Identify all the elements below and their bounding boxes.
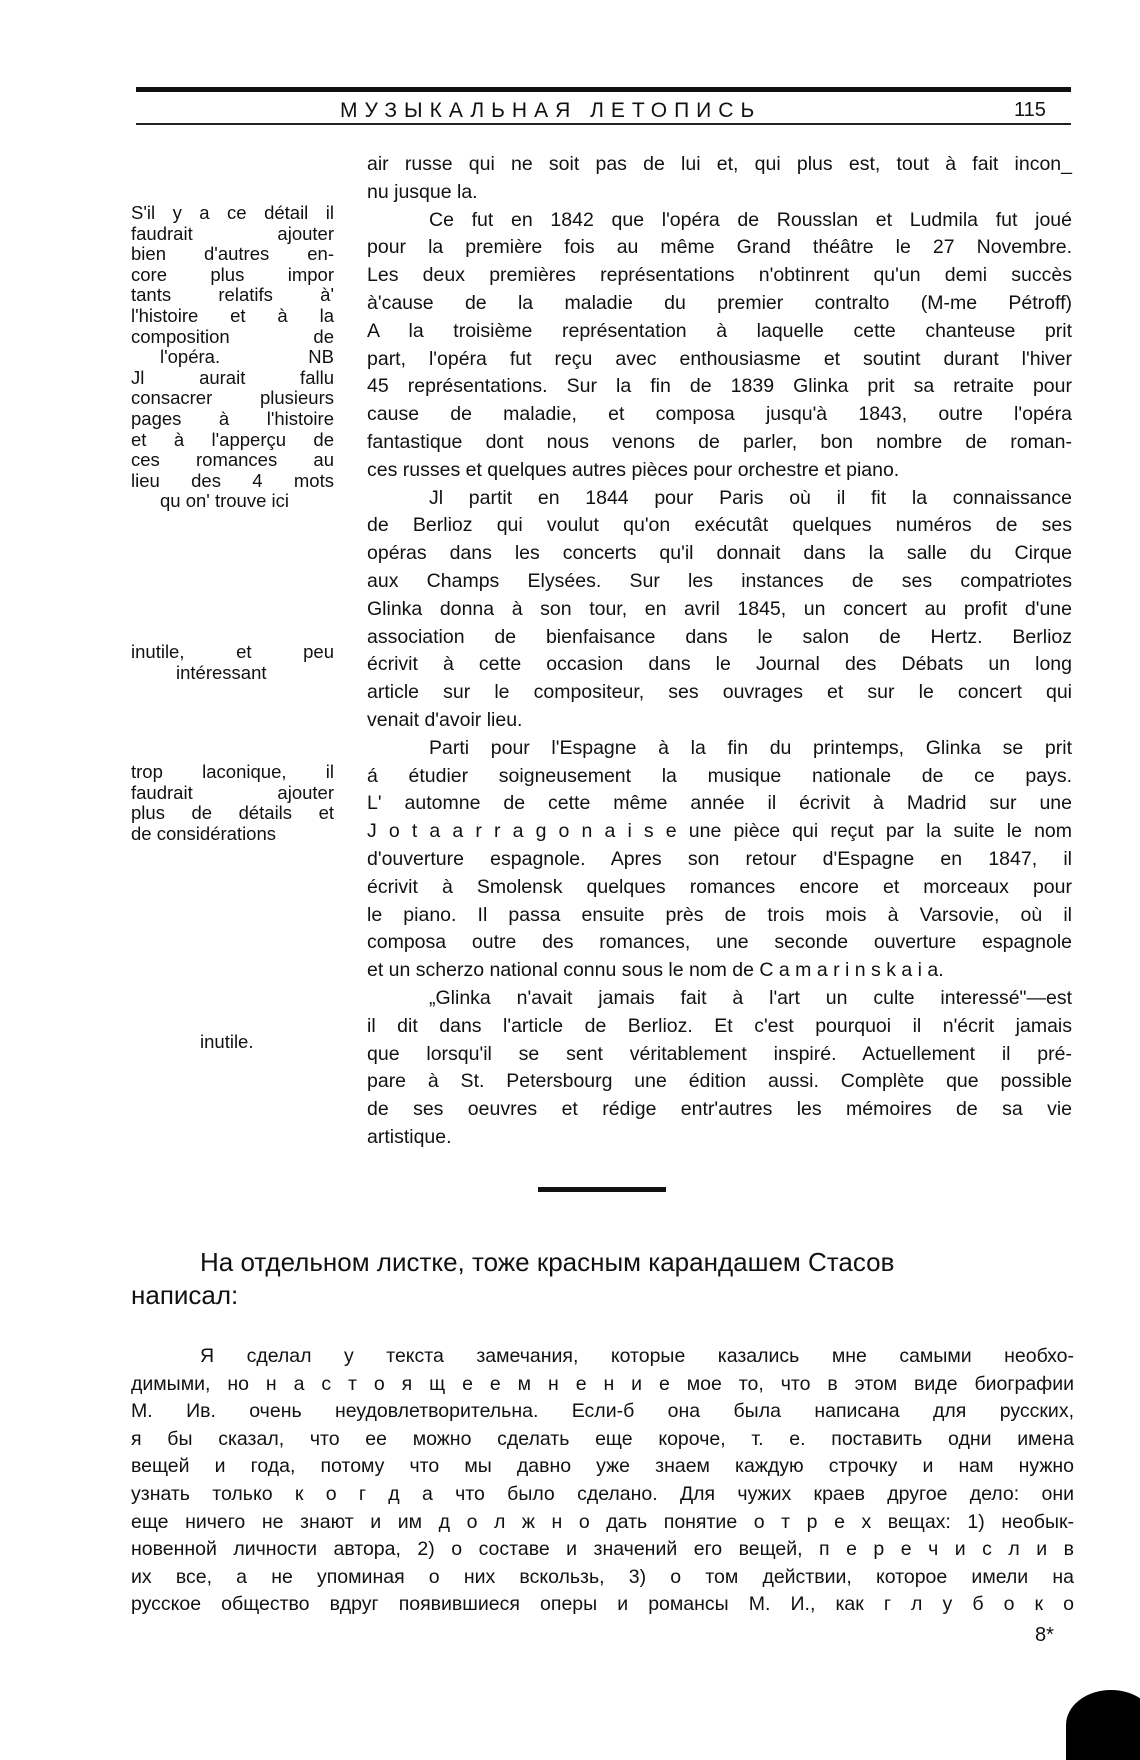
main-text-line: venait d'avoir lieu. (367, 709, 523, 731)
header-rule-thick (136, 87, 1071, 92)
russian-text-line: новенной личности автора, 2) о составе и значений его вещей, п е р е ч и с л и в (131, 1538, 1074, 1561)
margin-note-line: et à l'apperçu de (131, 428, 334, 450)
russian-text-line: узнать только к о г д а что было сделано. Для чужих краев другое дело: они (131, 1483, 1074, 1505)
main-text-line: écrivit à Smolensk quelques romances encore et morceaux pour (367, 875, 1072, 898)
main-text-line: „Glinka n'avait jamais fait à l'art un culte interessé"—est (429, 987, 1072, 1009)
running-title: МУЗЫКАЛЬНАЯ ЛЕТОПИСЬ (340, 99, 762, 122)
margin-note-line: intéressant (176, 661, 267, 683)
main-text-line: aux Champs Elysées. Sur les instances de ses compatriotes (367, 570, 1072, 592)
russian-text-line: их все, а не упоминая о них вскользь, 3) о том действии, которое имели на (131, 1565, 1074, 1588)
main-text-line: de ses oeuvres et rédige entr'autres les mémoires de sa vie (367, 1098, 1072, 1121)
main-text-line: artistique. (367, 1126, 452, 1148)
margin-note-line: trop laconique, il (131, 761, 334, 782)
main-text-line: le piano. Il passa ensuite près de trois mois à Varsovie, où il (367, 903, 1072, 926)
main-text-line: Les deux premières représentations n'obtinrent qu'un demi succès (367, 264, 1072, 287)
margin-note-line: consacrer plusieurs (131, 387, 334, 409)
russian-heading-line-1: На отдельном листке, тоже красным карандашем Стасов (200, 1247, 895, 1277)
main-text-line: composa outre des romances, une seconde ouverture espagnole (367, 931, 1072, 954)
main-text-line: pare à St. Petersbourg une édition aussi. Complète que possible (367, 1070, 1072, 1093)
russian-text-line: вещей и года, потому что мы давно уже знаем каждую строчку и нам нужно (131, 1455, 1074, 1478)
main-text-line: á étudier soigneusement la musique nationale de ce pays. (367, 764, 1072, 787)
main-text-line: air russe qui ne soit pas de lui et, qui plus est, tout à fait incon_ (367, 153, 1072, 175)
margin-note-line: pages à l'histoire (131, 408, 334, 429)
margin-note-line: bien d'autres en- (131, 243, 334, 265)
russian-text-line: я бы сказал, что ее можно сделать еще короче, т. е. поставить одни имена (131, 1427, 1074, 1450)
main-text-line: nu jusque la. (367, 180, 478, 203)
main-text-line: d'ouverture espagnole. Apres son retour d'Espagne en 1847, il (367, 848, 1072, 870)
margin-note-line: lieu des 4 mots (131, 469, 334, 491)
page-number: 115 (1014, 99, 1046, 121)
margin-note-line: composition de (131, 325, 334, 347)
main-text-line: que lorsqu'il se sent véritablement inspiré. Actuellement il pré- (367, 1042, 1072, 1065)
header-rule-thin (136, 123, 1071, 125)
margin-note-line: tants relatifs à' (131, 284, 334, 306)
main-text-line: pour la première fois au même Grand théâtre le 27 Novembre. (367, 236, 1072, 259)
margin-note-line: S'il y a ce détail il (131, 202, 334, 223)
main-text-line: part, l'opéra fut reçu avec enthousiasme et soutint durant l'hiver (367, 347, 1072, 370)
russian-text-line: еще ничего не знают и им д о л ж н о дать понятие о т р е х вещах: 1) необык- (131, 1510, 1074, 1533)
main-text-line: article sur le compositeur, ses ouvrages et sur le concert qui (367, 681, 1072, 704)
main-text-line: association de bienfaisance dans le salon de Hertz. Berlioz (367, 625, 1072, 648)
main-text-line: Jl partit en 1844 pour Paris où il fit la connaissance (429, 486, 1072, 509)
margin-note-line: l'opéra. NB (160, 346, 334, 368)
main-text-line: opéras dans les concerts qu'il donnait dans la salle du Cirque (367, 542, 1072, 565)
margin-note-line: qu on' trouve ici (160, 490, 289, 512)
main-text-line: écrivit à cette occasion dans le Journal des Débats un long (367, 653, 1072, 676)
main-text-line: L' automne de cette même année il écrivit à Madrid sur une (367, 792, 1072, 815)
margin-note-line: inutile. (200, 1031, 254, 1052)
main-text-line: et un scherzo national connu sous le nom de C a m a r i n s k a i a. (367, 959, 944, 982)
russian-text-line: Я сделал у текста замечания, которые казались мне самыми необхо- (200, 1345, 1074, 1367)
section-divider (538, 1187, 666, 1192)
margin-note-line: faudrait ajouter (131, 781, 334, 803)
russian-heading-line-2: написал: (131, 1280, 239, 1310)
margin-note-line: inutile, et peu (131, 641, 334, 662)
main-text-line: J o t a a r r a g o n a i s e une pièce qui reçut par la suite le nom (367, 820, 1072, 843)
margin-note-line: faudrait ajouter (131, 222, 334, 244)
main-text-line: il dit dans l'article de Berlioz. Et c'est pourquoi il n'écrit jamais (367, 1014, 1072, 1037)
margin-note-line: plus de détails et (131, 802, 334, 824)
russian-text-line: М. Ив. очень неудовлетворительна. Если-б она была написана для русских, (131, 1400, 1074, 1423)
margin-note-line: Jl aurait fallu (131, 366, 334, 388)
scan-artifact (1066, 1690, 1140, 1760)
main-text-line: fantastique dont nous venons de parler, bon nombre de roman- (367, 431, 1072, 453)
margin-note-line: l'histoire et à la (131, 305, 334, 326)
main-text-line: ces russes et quelques autres pièces pour orchestre et piano. (367, 458, 900, 481)
main-text-line: A la troisième représentation à laquelle cette chanteuse prit (367, 319, 1072, 342)
margin-note-line: ces romances au (131, 449, 334, 471)
margin-note-line: core plus impor (131, 263, 334, 285)
margin-note-line: de considérations (131, 822, 277, 844)
main-text-line: cause de maladie, et composa jusqu'à 1843, outre l'opéra (367, 403, 1072, 426)
main-text-line: Glinka donna à son tour, en avril 1845, un concert au profit d'une (367, 597, 1072, 620)
main-text-line: Parti pour l'Espagne à la fin du printemps, Glinka se prit (429, 736, 1072, 759)
russian-text-line: русское общество вдруг появившиеся оперы и романсы М. И., как г л у б о к о (131, 1593, 1074, 1616)
main-text-line: Ce fut en 1842 que l'opéra de Rousslan et Ludmila fut joué (429, 208, 1072, 231)
signature-mark: 8* (1035, 1624, 1054, 1646)
main-text-line: de Berlioz qui voulut qu'on exécutât quelques numéros de ses (367, 514, 1072, 537)
main-text-line: 45 représentations. Sur la fin de 1839 Glinka prit sa retraite pour (367, 375, 1072, 398)
main-text-line: à'cause de la maladie du premier contralto (M-me Pétroff) (367, 292, 1072, 314)
russian-text-line: димыми, но н а с т о я щ е е м н е н и е мое то, что в этом виде биографии (131, 1372, 1074, 1395)
